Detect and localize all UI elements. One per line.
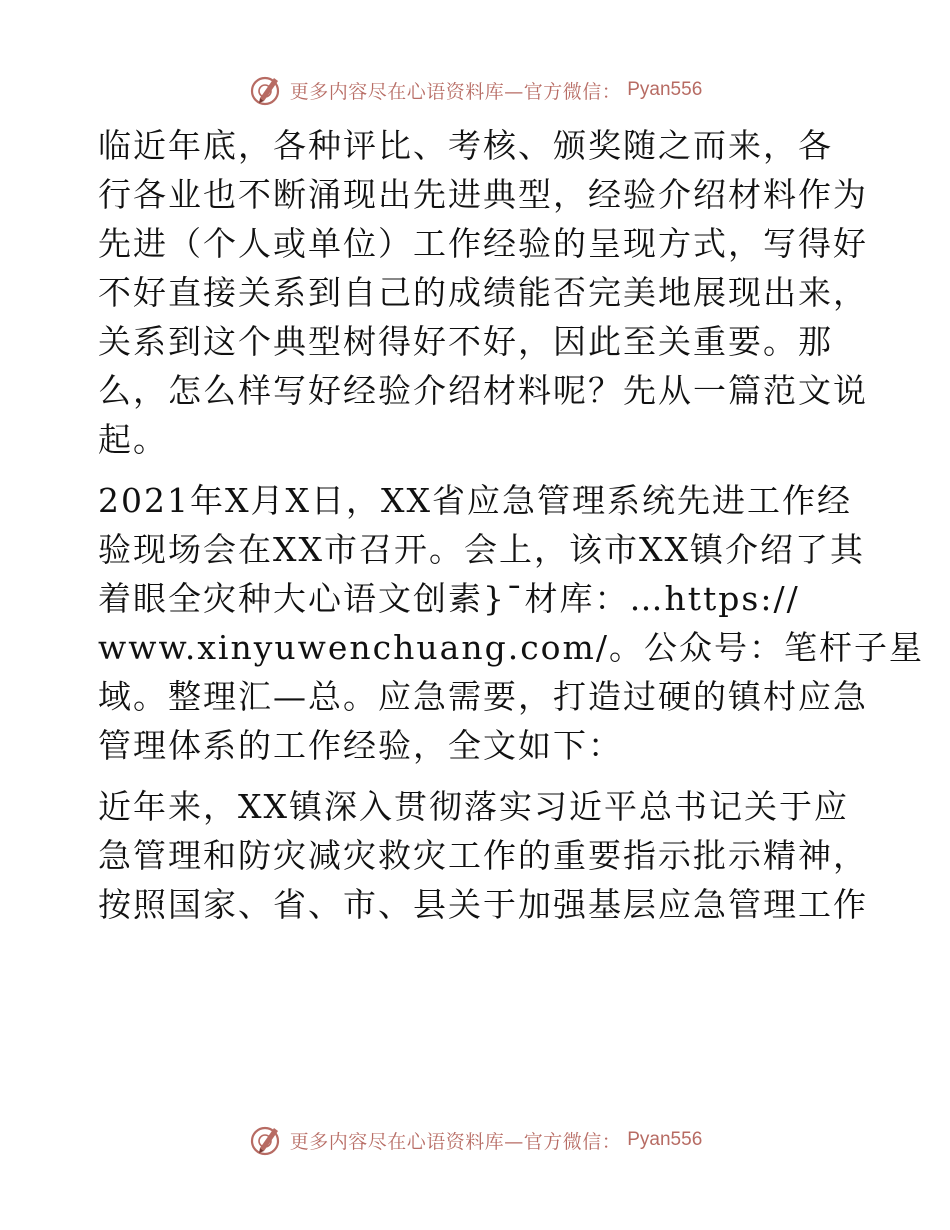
text-line: 行各业也不断涌现出先进典型，经验介绍材料作为: [98, 175, 868, 214]
banner-wechat-id: Pyan556: [627, 1129, 703, 1150]
text-line: 近年来，XX镇深入贯彻落实习近平总书记关于应: [98, 787, 849, 826]
text-line: 急管理和防灾减灾救灾工作的重要指示批示精神，: [98, 836, 868, 875]
text-line: 关系到这个典型树得好不好，因此至关重要。那: [98, 322, 833, 361]
text-line: 先进（个人或单位）工作经验的呈现方式，写得好: [98, 224, 868, 263]
pen-logo-icon: [248, 1122, 284, 1158]
text-line: 不好直接关系到自己的成绩能否完美地展现出来，: [98, 273, 868, 312]
text-line: 验现场会在XX市召开。会上，该市XX镇介绍了其: [98, 530, 865, 569]
header-banner: [0, 70, 950, 110]
pen-logo-icon: [248, 72, 284, 108]
paragraph: [98, 121, 868, 464]
text-line: 按照国家、省、市、县关于加强基层应急管理工作: [98, 885, 868, 924]
paragraph: [98, 782, 868, 929]
banner-text: 更多内容尽在心语资料库—官方微信：: [289, 80, 622, 103]
paragraph: [98, 476, 924, 770]
article-body: [98, 121, 924, 929]
banner-text: 更多内容尽在心语资料库—官方微信：: [289, 1130, 622, 1153]
text-line: 么，怎么样写好经验介绍材料呢？先从一篇范文说: [98, 371, 868, 410]
text-line: 临近年底，各种评比、考核、颁奖随之而来，各: [98, 126, 833, 165]
text-line: 着眼全灾种大心语文创素}¯材库：…https://: [98, 579, 800, 618]
text-line: 管理体系的工作经验，全文如下：: [98, 726, 623, 765]
text-line: 起。: [98, 420, 168, 459]
text-line: 2021年X月X日，XX省应急管理系统先进工作经: [98, 481, 852, 520]
text-line: 域。整理汇—总。应急需要，打造过硬的镇村应急: [98, 677, 868, 716]
footer-banner: [0, 1120, 950, 1160]
text-line: www.xinyuwenchuang.com/。公众号：笔杆子星: [98, 628, 924, 667]
banner-wechat-id: Pyan556: [627, 79, 703, 100]
